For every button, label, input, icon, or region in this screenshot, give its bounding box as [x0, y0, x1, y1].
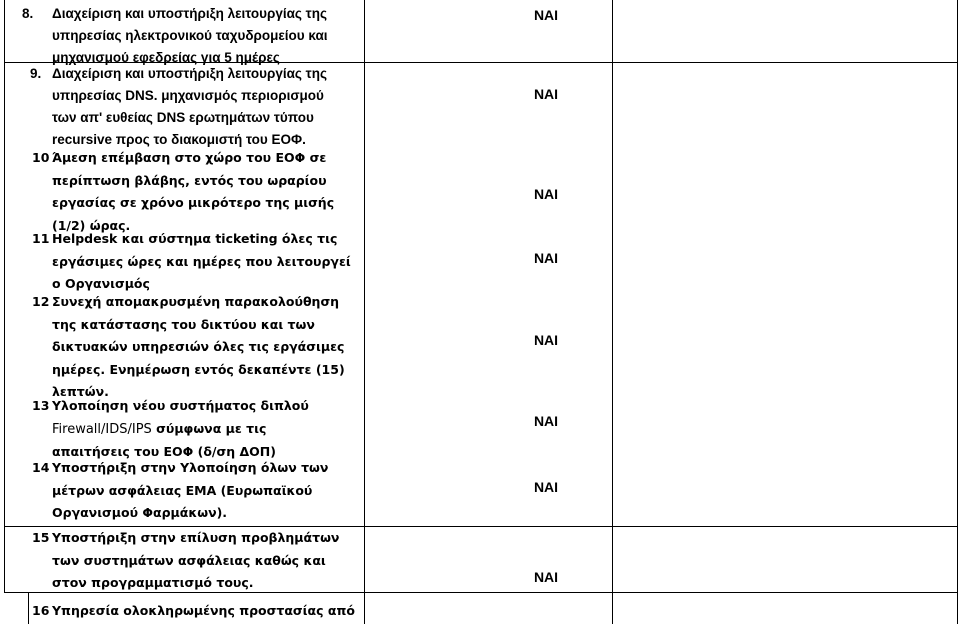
column-divider: [612, 0, 613, 624]
description-line: Άμεση επέμβαση στο χώρο του ΕΟΦ σε: [52, 150, 327, 165]
row-number: 14: [32, 460, 50, 475]
description-line: Συνεχή απομακρυσμένη παρακολούθηση: [52, 294, 340, 309]
description-line: ο Οργανισμός: [52, 276, 150, 291]
description-line: Διαχείριση και υποστήριξη λειτουργίας της: [52, 66, 327, 81]
description-line: των συστημάτων ασφάλειας καθώς και: [52, 552, 326, 568]
answer-cell: ΝΑΙ: [533, 186, 559, 202]
description-line: [52, 418, 357, 442]
row-description: [52, 63, 357, 151]
row-description: [52, 147, 357, 237]
description-line: μέτρων ασφάλειας ΕΜΑ (Ευρωπαϊκού: [52, 482, 313, 498]
answer-cell: ΝΑΙ: [533, 569, 559, 585]
column-divider: [364, 0, 365, 624]
row-number: 9.: [30, 66, 42, 81]
description-line: υπηρεσίας DNS. μηχανισμός περιορισμού: [52, 88, 324, 103]
description-line: recursive προς το διακομιστή του ΕΟΦ.: [52, 132, 306, 147]
row-number: 11: [32, 231, 50, 246]
answer-cell: ΝΑΙ: [533, 479, 559, 495]
description-fragment: σύμφωνα με τις: [151, 420, 267, 436]
table-border-left: [28, 592, 29, 624]
description-line: Υλοποίηση νέου συστήματος διπλού: [52, 398, 309, 413]
description-line: στον προγραμματισμό τους.: [52, 575, 254, 590]
description-line: Υποστήριξη στην επίλυση προβλημάτων: [52, 530, 340, 545]
row-number: 15: [32, 530, 50, 545]
description-line: λεπτών.: [52, 384, 109, 399]
description-line: Οργανισμού Φαρμάκων).: [52, 505, 228, 520]
answer-cell: ΝΑΙ: [533, 86, 559, 102]
row-number: 8.: [22, 6, 34, 21]
row-description: [52, 228, 357, 296]
row-number: 12: [32, 294, 50, 309]
row-number: 16: [32, 603, 50, 618]
row-description: [52, 457, 357, 525]
row-number: 13: [32, 398, 50, 413]
description-line: μηχανισμού εφεδρείας για 5 ημέρες: [52, 50, 280, 65]
description-line: περίπτωση βλάβης, εντός του ωραρίου: [52, 172, 327, 188]
description-line: απαιτήσεις του ΕΟΦ (δ/ση ΔΟΠ): [52, 444, 276, 459]
row-description: [52, 3, 357, 69]
row-number: 10: [32, 150, 50, 165]
description-line: εργασίας σε χρόνο μικρότερο της μισής: [52, 195, 335, 210]
description-line: ημέρες. Ενημέρωση εντός δεκαπέντε (15): [52, 361, 345, 377]
description-line: υπηρεσίας ηλεκτρονικού ταχυδρομείου και: [52, 28, 328, 43]
description-line: Υποστήριξη στην Υλοποίηση όλων των: [52, 460, 329, 475]
description-line: δικτυακών υπηρεσιών όλες τις εργάσιμες: [52, 339, 345, 354]
answer-cell: ΝΑΙ: [533, 413, 559, 429]
answer-cell: ΝΑΙ: [533, 7, 559, 23]
description-line: της κατάστασης του δικτύου και των: [52, 316, 315, 332]
firewall-term: Firewall/IDS/IPS: [52, 421, 152, 437]
row-description: [52, 527, 357, 595]
row-description: [52, 291, 357, 404]
answer-cell: ΝΑΙ: [533, 332, 559, 348]
table-border-right: [957, 0, 958, 624]
description-line: Υπηρεσία ολοκληρωμένης προστασίας από: [52, 603, 355, 618]
table-border-left: [4, 0, 5, 592]
row-description: [52, 395, 357, 464]
description-line: των απ' ευθείας DNS ερωτημάτων τύπου: [52, 110, 314, 125]
description-line: (1/2) ώρας.: [52, 217, 131, 233]
row-description: [52, 600, 357, 623]
description-line: Helpdesk και σύστημα ticketing όλες τις: [52, 231, 338, 246]
description-line: Διαχείριση και υποστήριξη λειτουργίας της: [52, 6, 327, 21]
answer-cell: ΝΑΙ: [533, 250, 559, 266]
description-line: εργάσιμες ώρες και ημέρες που λειτουργεί: [52, 253, 351, 269]
